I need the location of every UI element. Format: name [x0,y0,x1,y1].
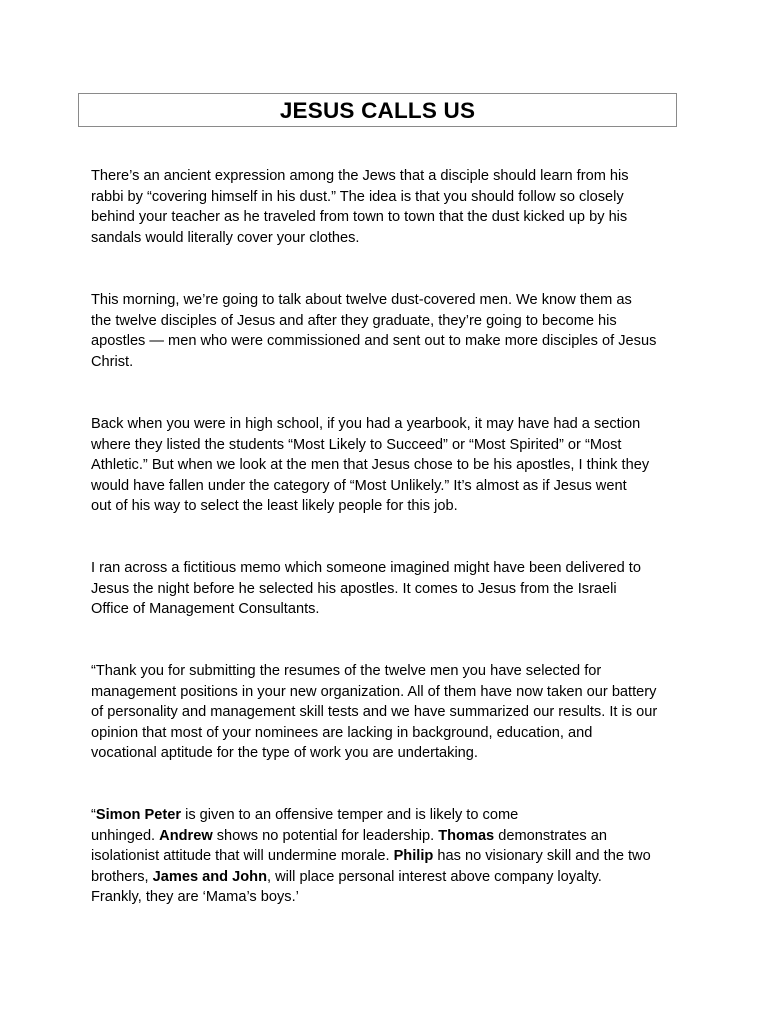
text-run: unhinged. [91,827,160,844]
paragraph-line: vocational aptitude for the type of work you are undertaking. [91,745,478,762]
bold-name: Philip [393,848,434,865]
paragraph-5 [91,661,687,764]
bold-name: Simon Peter [95,807,182,823]
text-run: is given to an offensive temper and is likely to come [181,807,519,823]
paragraph-6 [91,805,687,908]
paragraph-line: There’s an ancient expression among the Jews that a disciple should learn from his [91,168,629,184]
title-box [78,93,677,127]
paragraph-line: of personality and management skill tests and we have summarized our results. It is our [91,704,658,721]
document-title: JESUS CALLS US [279,98,476,123]
text-run: isolationist attitude that will undermine morale. [91,848,394,865]
bold-name: Andrew [159,827,213,844]
paragraph-line: the twelve disciples of Jesus and after they graduate, they’re going to become his [91,312,617,329]
paragraph-line: management positions in your new organization. All of them have now taken our battery [91,683,657,700]
text-run: “ [91,807,96,823]
paragraph-line: Christ. [91,353,134,370]
paragraph-line: I ran across a fictitious memo which someone imagined might have been delivered to [91,560,641,576]
paragraph-line: This morning, we’re going to talk about twelve dust-covered men. We know them as [91,292,632,308]
paragraph-1 [91,166,687,248]
paragraph-line: Office of Management Consultants. [91,601,320,618]
paragraph-2 [91,290,687,372]
text-run: shows no potential for leadership. [212,827,439,844]
paragraph-line: apostles — men who were commissioned and sent out to make more disciples of Jesus [91,333,657,350]
bold-name: James and John [152,868,268,885]
paragraph-line: Jesus the night before he selected his apostles. It comes to Jesus from the Israeli [91,580,617,597]
paragraph-line: Back when you were in high school, if you had a yearbook, it may have had a section [91,416,641,432]
paragraph-line: where they listed the students “Most Likely to Succeed” or “Most Spirited” or “Most [91,436,622,453]
paragraph-line: “Thank you for submitting the resumes of the twelve men you have selected for [91,663,602,679]
text-run: has no visionary skill and the two [433,848,651,865]
text-run: demonstrates an [494,827,607,844]
paragraph-line: out of his way to select the least likely people for this job. [91,498,458,515]
paragraph-line: rabbi by “covering himself in his dust.” The idea is that you should follow so closely [91,188,624,205]
paragraph-line: Athletic.” But when we look at the men that Jesus chose to be his apostles, I think they [91,457,650,474]
paragraph-line: opinion that most of your nominees are lacking in background, education, and [91,724,593,741]
paragraph-3 [91,414,687,517]
paragraph-4 [91,558,687,620]
paragraph-line: sandals would literally cover your clothes. [91,229,360,246]
text-run: brothers, [91,868,153,885]
bold-name: Thomas [438,827,495,844]
text-run: , will place personal interest above company loyalty. [267,868,602,885]
text-run: Frankly, they are ‘Mama’s boys.’ [91,889,299,906]
paragraph-line: behind your teacher as he traveled from town to town that the dust kicked up by his [91,209,628,226]
paragraph-line: would have fallen under the category of “Most Unlikely.” It’s almost as if Jesus went [91,477,627,494]
